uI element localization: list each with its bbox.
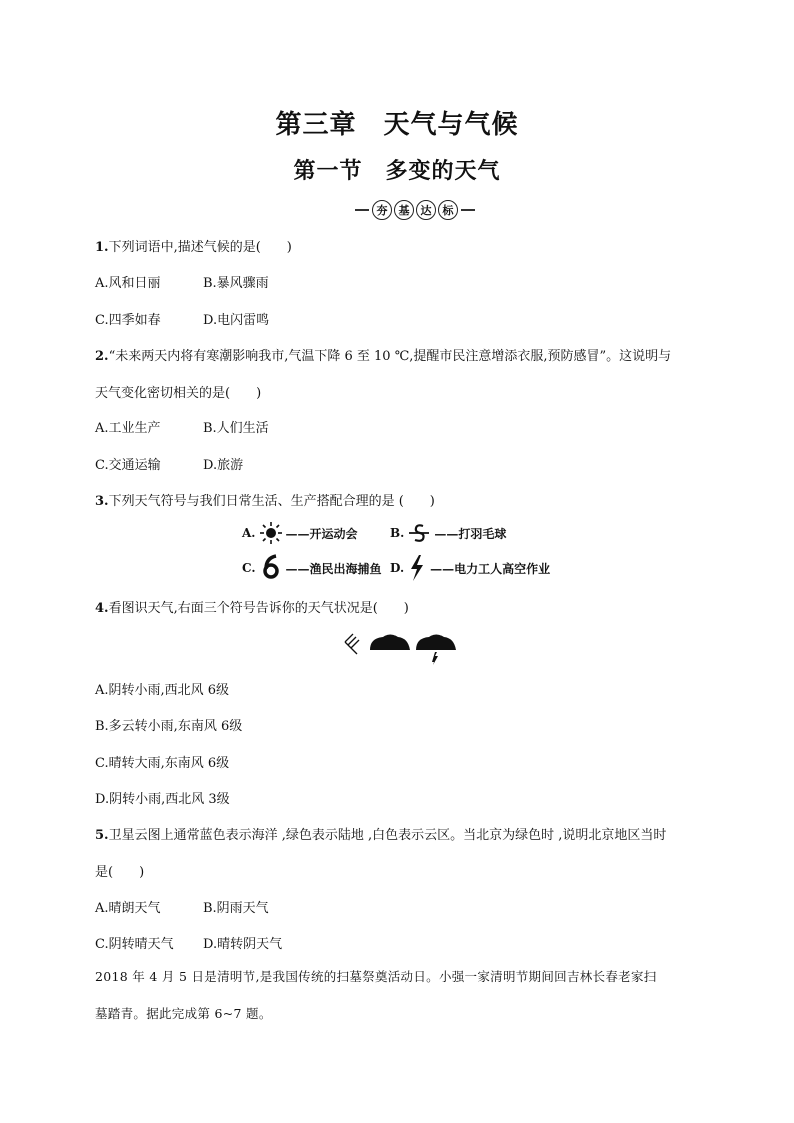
q5-option-b: B.阴雨天气	[203, 901, 269, 916]
q5-option-d: D.晴转阴天气	[203, 937, 283, 952]
question-stem: 卫星云图上通常蓝色表示海洋 ,绿色表示陆地 ,白色表示云区。当北京为绿色时 ,说明北京地区当时	[108, 828, 667, 843]
weather-symbols	[340, 630, 460, 670]
option-label: A.	[242, 526, 256, 540]
q2-option-d: D.旅游	[203, 458, 244, 473]
option-text: ——渔民出海捕鱼	[285, 561, 382, 576]
q2-option-a: A.工业生产	[95, 421, 161, 436]
sun-icon	[259, 521, 283, 545]
q5-option-c: C.阴转晴天气	[95, 937, 174, 952]
option-label: B.	[390, 526, 405, 540]
q1-option-d: D.电闪雷鸣	[203, 313, 270, 328]
q4-option-a: A.阴转小雨,西北风 6级	[95, 683, 230, 698]
q3-option-c	[242, 554, 382, 582]
question-number: 5.	[95, 828, 109, 843]
q3-option-d	[390, 554, 550, 582]
weather-symbols-graphic	[340, 630, 460, 666]
question-5-cont: 是( )	[95, 865, 145, 880]
q1-option-c: C.四季如春	[95, 313, 161, 328]
section-badge	[355, 200, 475, 220]
question-stem: 下列天气符号与我们日常生活、生产搭配合理的是 ( )	[108, 494, 435, 509]
question-stem: 看图识天气,右面三个符号告诉你的天气状况是( )	[108, 601, 409, 616]
question-number: 4.	[95, 601, 109, 616]
question-stem: “未来两天内将有寒潮影响我市,气温下降 6 至 10 ℃,提醒市民注意增添衣服,预防感冒”。这说明与	[108, 349, 672, 364]
question-4	[95, 597, 409, 616]
context-line-2: 墓踏青。据此完成第 6~7 题。	[95, 1006, 272, 1021]
question-stem: 下列词语中,描述气候的是( )	[108, 240, 292, 255]
lightning-icon	[407, 554, 427, 582]
context-line-1: 2018 年 4 月 5 日是清明节,是我国传统的扫墓祭奠活动日。小强一家清明节期间回吉林长春老家扫	[95, 969, 657, 984]
q5-option-a: A.晴朗天气	[95, 901, 161, 916]
question-2-cont: 天气变化密切相关的是( )	[95, 386, 262, 401]
typhoon-icon	[259, 554, 283, 582]
question-5	[95, 824, 666, 843]
question-2	[95, 345, 671, 364]
q3-option-b	[390, 521, 506, 545]
question-number: 3.	[95, 494, 109, 509]
section-title: 第一节 多变的天气	[293, 158, 501, 184]
chapter-title: 第三章 天气与气候	[275, 110, 519, 140]
overcast-cloud-icon	[370, 635, 410, 651]
question-number: 1.	[95, 240, 109, 255]
sandstorm-icon	[407, 521, 431, 545]
q4-option-b: B.多云转小雨,东南风 6级	[95, 719, 243, 734]
question-1	[95, 236, 292, 255]
option-label: D.	[390, 561, 405, 575]
option-text: ——电力工人高空作业	[430, 561, 551, 576]
badge-char: 达	[416, 200, 436, 220]
badge-char: 夯	[372, 200, 392, 220]
badge-char: 基	[394, 200, 414, 220]
badge-char: 标	[438, 200, 458, 220]
wind-icon	[345, 634, 359, 654]
q2-option-c: C.交通运输	[95, 458, 161, 473]
option-label: C.	[242, 561, 256, 575]
question-number: 2.	[95, 349, 109, 364]
q4-option-d: D.阴转小雨,西北风 3级	[95, 792, 230, 807]
q1-option-a: A.风和日丽	[95, 276, 161, 291]
option-text: ——开运动会	[285, 526, 358, 541]
option-text: ——打羽毛球	[434, 526, 507, 541]
rain-drop-icon	[432, 652, 438, 665]
q4-option-c: C.晴转大雨,东南风 6级	[95, 756, 230, 771]
question-3	[95, 490, 435, 509]
rain-cloud-icon	[416, 635, 456, 651]
q1-option-b: B.暴风骤雨	[203, 276, 269, 291]
q3-option-a	[242, 521, 358, 545]
q2-option-b: B.人们生活	[203, 421, 269, 436]
